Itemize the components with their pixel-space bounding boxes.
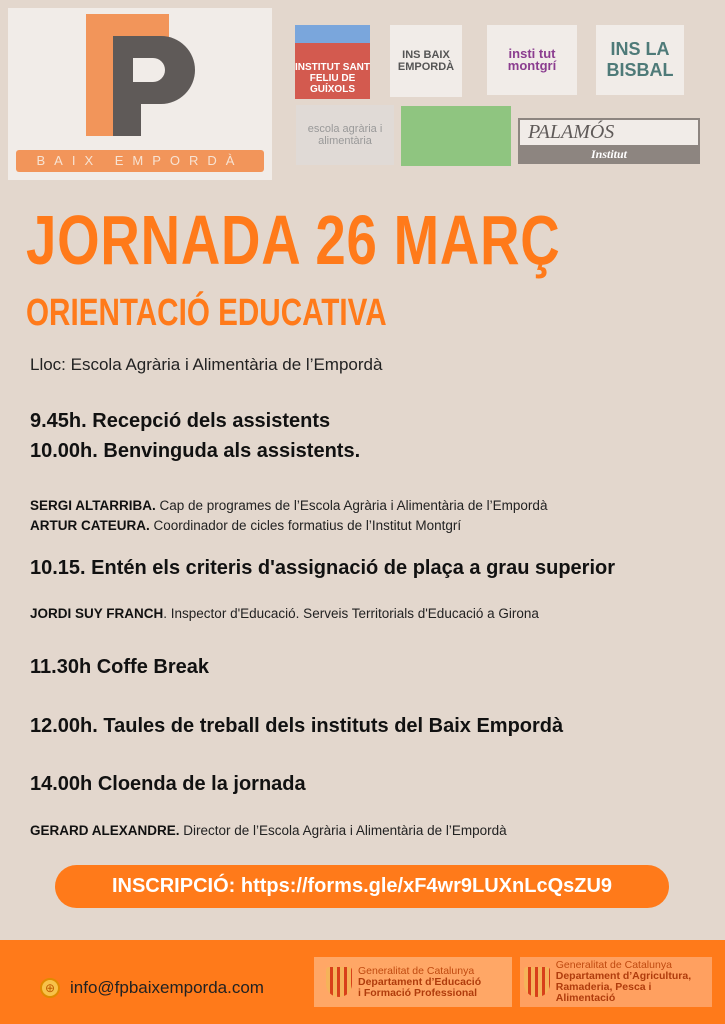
catalonia-shield-icon — [524, 967, 550, 997]
logo-escola-agraria: escola agrària i alimentària — [296, 105, 394, 165]
agenda-item: 9.45h. Recepció dels assistents — [30, 410, 331, 432]
logo-ins-la-bisbal: INS LA BISBAL — [596, 25, 684, 95]
speaker: ARTUR CATEURA. Coordinador de cicles formatius de l’Institut Montgrí — [30, 518, 462, 533]
speaker: GERARD ALEXANDRE. Director de l’Escola Agrària i Alimentària de l’Empordà — [30, 823, 507, 838]
fp-baix-emporda-logo: BAIX EMPORDÀ — [8, 8, 272, 180]
contact-email[interactable]: ⊕ info@fpbaixemporda.com — [40, 978, 264, 998]
speaker: JORDI SUY FRANCH. Inspector d'Educació. Serveis Territorials d'Educació a Girona — [30, 606, 539, 621]
logo-palamos-institut: PALAMÓS Institut — [518, 118, 700, 164]
logo-generalitat-educacio: Generalitat de Catalunya Departament d’Educació i Formació Professional — [314, 957, 512, 1007]
agenda-item: 12.00h. Taules de treball dels instituts del Baix Empordà — [30, 715, 564, 737]
page-title: JORNADA 26 MARÇ — [26, 201, 561, 279]
logo-institut-montgri: insti tut montgrí — [487, 25, 577, 95]
logo-generalitat-agricultura: Generalitat de Catalunya Departament d’Agricultura, Ramaderia, Pesca i Alimentació — [520, 957, 712, 1007]
location: Lloc: Escola Agrària i Alimentària de l’Empordà — [30, 355, 383, 374]
globe-icon: ⊕ — [40, 978, 60, 998]
registration-link[interactable]: INSCRIPCIÓ: https://forms.gle/xF4wr9LUXnLcQsZU9 — [55, 865, 669, 908]
agenda-item: 14.00h Cloenda de la jornada — [30, 773, 306, 795]
agenda-item: 10.15. Entén els criteris d'assignació de plaça a grau superior — [30, 557, 615, 579]
logo-building-green — [401, 106, 511, 166]
page-subtitle: ORIENTACIÓ EDUCATIVA — [26, 292, 387, 334]
agenda-item: 11.30h Coffe Break — [30, 656, 209, 678]
agenda-item: 10.00h. Benvinguda als assistents. — [30, 440, 361, 462]
speaker: SERGI ALTARRIBA. Cap de programes de l’Escola Agrària i Alimentària de l’Empordà — [30, 498, 548, 513]
catalonia-shield-icon — [326, 967, 352, 997]
logo-sant-feliu: INSTITUT SANT FELIU DE GUÍXOLS — [295, 25, 370, 99]
logo-ins-baix-emporda: INS BAIX EMPORDÀ — [390, 25, 462, 97]
